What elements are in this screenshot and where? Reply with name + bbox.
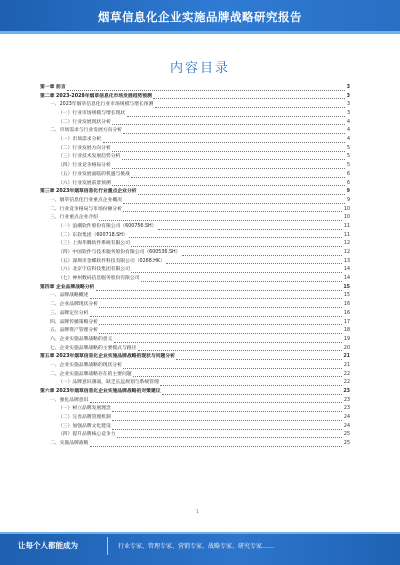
toc-leader-dots (160, 385, 342, 386)
toc-entry-page: 4 (346, 128, 350, 134)
toc-leader-dots (123, 203, 345, 204)
toc-entry-page: 11 (343, 232, 350, 238)
toc-entry-page: 6 (346, 171, 350, 177)
toc-entry-page: 5 (346, 154, 350, 160)
toc-entry-title: （一）行业市场规模与增长现状 (58, 111, 126, 117)
toc-entry[interactable] (40, 432, 350, 441)
toc-entry-page: 19 (343, 336, 350, 342)
toc-leader-dots (90, 298, 343, 299)
toc-entry[interactable] (40, 301, 350, 310)
toc-entry-page: 5 (346, 163, 350, 169)
toc-entry[interactable] (40, 214, 350, 223)
toc-entry-page: 3 (346, 111, 350, 117)
toc-leader-dots (99, 307, 342, 308)
toc-entry-page: 6 (346, 180, 350, 186)
toc-entry-page: 15 (343, 293, 350, 299)
toc-leader-dots (114, 342, 343, 343)
toc-entry-title: （一）浪潮软件股份有限公司（600756.SH） (58, 223, 157, 229)
toc-entry-title: （一）市场需求分析 (58, 137, 102, 143)
toc-entry[interactable] (40, 101, 350, 110)
toc-entry-page: 4 (346, 119, 350, 125)
toc-entry-page: 10 (343, 206, 350, 212)
toc-entry-page: 25 (343, 441, 350, 447)
toc-leader-dots (90, 402, 343, 403)
table-of-contents (40, 84, 350, 449)
toc-entry[interactable] (40, 414, 350, 423)
toc-leader-dots (138, 350, 343, 351)
toc-leader-dots (67, 90, 345, 91)
toc-entry[interactable] (40, 206, 350, 215)
toc-entry-page: 10 (343, 215, 350, 221)
toc-entry-title: 二、行业竞争格局与市场份额分析 (50, 206, 122, 212)
toc-entry[interactable] (40, 293, 350, 302)
toc-entry-title: 二、企业品牌现状分析 (50, 302, 98, 308)
toc-entry[interactable] (40, 440, 350, 449)
footer-experts: 行业专家、管理专家、营销专家、战略专家、研究专家…… (118, 543, 275, 550)
toc-entry[interactable] (40, 258, 350, 267)
page-number: 1 (196, 510, 199, 515)
toc-entry-page: 5 (346, 145, 350, 151)
toc-entry[interactable] (40, 84, 350, 93)
toc-entry[interactable] (40, 397, 350, 406)
toc-entry-title: （二）完善品牌管理机制 (58, 415, 111, 421)
toc-entry-title: （五）行业发展面临的机遇与挑战 (58, 171, 130, 177)
toc-entry[interactable] (40, 110, 350, 119)
toc-entry-title: （三）行业技术发展趋势分析 (58, 154, 121, 160)
toc-leader-dots (112, 420, 342, 421)
toc-leader-dots (129, 237, 342, 238)
toc-leader-dots (153, 98, 345, 99)
toc-entry-page: 23 (343, 406, 350, 412)
toc-entry[interactable] (40, 119, 350, 128)
toc-entry-page: 13 (343, 258, 350, 264)
toc-entry-page: 14 (343, 267, 350, 273)
toc-entry[interactable] (40, 93, 350, 102)
toc-leader-dots (96, 290, 342, 291)
toc-leader-dots (127, 116, 346, 117)
toc-entry-title: （一）品牌意识薄弱，缺乏长远规划与系统管理 (58, 380, 159, 386)
toc-entry[interactable] (40, 275, 350, 284)
toc-leader-dots (123, 368, 342, 369)
toc-leader-dots (112, 429, 342, 430)
toc-entry[interactable] (40, 180, 350, 189)
toc-entry-title: 四、品牌传播策略分析 (50, 319, 98, 325)
toc-entry-page: 12 (343, 250, 350, 256)
toc-leader-dots (182, 255, 342, 256)
toc-leader-dots (112, 124, 345, 125)
toc-entry[interactable] (40, 353, 350, 362)
toc-entry-page: 9 (346, 189, 350, 195)
toc-entry-title: （三）上海华腾软件系统有限公司 (58, 241, 130, 247)
toc-entry-title: （二）行业发展方向分析 (58, 145, 111, 151)
toc-leader-dots (158, 229, 342, 230)
toc-entry-page: 12 (343, 241, 350, 247)
toc-entry[interactable] (40, 345, 350, 354)
toc-leader-dots (131, 246, 342, 247)
toc-entry-page: 16 (343, 302, 350, 308)
toc-entry-title: 第二章 2023-2028年烟草信息化市场发展趋势预测 (40, 93, 152, 99)
toc-entry[interactable] (40, 197, 350, 206)
toc-entry-title: 三、品牌定位分析 (50, 310, 89, 316)
toc-entry[interactable] (40, 284, 350, 293)
toc-entry-page: 17 (343, 319, 350, 325)
toc-entry[interactable] (40, 423, 350, 432)
toc-entry-page: 4 (346, 137, 350, 143)
toc-leader-dots (131, 177, 345, 178)
toc-entry-title: 一、品牌战略概述 (50, 293, 89, 299)
toc-leader-dots (123, 211, 342, 212)
toc-leader-dots (138, 194, 345, 195)
toc-leader-dots (131, 272, 342, 273)
toc-entry-title: （三）加强品牌文化建设 (58, 423, 111, 429)
toc-entry-page: 14 (343, 276, 350, 282)
toc-entry-page: 3 (346, 102, 350, 108)
toc-entry-title: 六、企业实施品牌战略的意义 (50, 336, 113, 342)
toc-leader-dots (133, 376, 342, 377)
toc-entry-page: 21 (343, 362, 350, 368)
toc-entry[interactable] (40, 127, 350, 136)
toc-entry-page: 20 (343, 345, 350, 351)
toc-entry-title: 一、强化品牌意识 (50, 397, 89, 403)
toc-entry-title: （二）东软集团（600718.SH） (58, 232, 128, 238)
toc-entry-page: 21 (343, 354, 350, 360)
toc-entry[interactable] (40, 249, 350, 258)
toc-leader-dots (141, 281, 342, 282)
toc-entry-page: 16 (343, 310, 350, 316)
toc-entry-title: （四）中国软件与技术服务股份有限公司（600536.SH） (58, 250, 181, 256)
toc-entry[interactable] (40, 371, 350, 380)
toc-leader-dots (112, 168, 345, 169)
toc-leader-dots (162, 394, 342, 395)
toc-leader-dots (99, 333, 342, 334)
toc-leader-dots (112, 411, 342, 412)
toc-entry-title: 二、实施品牌战略 (50, 441, 89, 447)
toc-leader-dots (176, 359, 341, 360)
toc-entry[interactable] (40, 319, 350, 328)
toc-leader-dots (90, 446, 343, 447)
toc-entry-page: 22 (343, 371, 350, 377)
toc-entry[interactable] (40, 223, 350, 232)
footer-tagline: 让每个人都能成为 (18, 541, 78, 550)
toc-entry[interactable] (40, 145, 350, 154)
toc-entry-title: 第六章 2023年烟草信息化企业实施品牌战略的对策建议 (40, 389, 161, 395)
toc-entry-title: 五、品牌资产管理分析 (50, 328, 98, 334)
toc-entry-page: 24 (343, 415, 350, 421)
toc-leader-dots (99, 220, 342, 221)
toc-heading: 内容目录 (169, 61, 230, 76)
toc-entry-page: 18 (343, 328, 350, 334)
toc-leader-dots (117, 437, 342, 438)
toc-entry-title: （六）北京宇信科技集团有限公司 (58, 267, 130, 273)
toc-leader-dots (166, 263, 342, 264)
toc-entry-title: 一、企业实施品牌战略的现状分析 (50, 362, 122, 368)
toc-entry-title: 第四章 企业品牌战略分析 (40, 284, 95, 290)
toc-entry-title: （七）神州数码信息服务股份有限公司 (58, 276, 140, 282)
toc-entry-title: 二、市场需求与行业发展方向分析 (50, 128, 122, 134)
toc-entry[interactable] (40, 310, 350, 319)
toc-entry-title: （四）行业竞争格局分析 (58, 163, 111, 169)
toc-leader-dots (112, 185, 345, 186)
toc-entry[interactable] (40, 327, 350, 336)
toc-entry-title: （一）树立品牌发展理念 (58, 406, 111, 412)
toc-entry[interactable] (40, 136, 350, 145)
toc-entry[interactable] (40, 379, 350, 388)
toc-entry[interactable] (40, 240, 350, 249)
toc-entry-title: （四）提升品牌核心竞争力 (58, 432, 116, 438)
toc-entry[interactable] (40, 362, 350, 371)
toc-entry-title: 第一章 前言 (40, 84, 66, 90)
toc-entry[interactable] (40, 232, 350, 241)
toc-entry[interactable] (40, 171, 350, 180)
toc-entry-page: 3 (346, 93, 350, 99)
toc-entry-page: 11 (343, 223, 350, 229)
toc-entry-title: 一、2023年烟草信息化行业市场规模与增长预测 (50, 102, 154, 108)
report-title: 烟草信息化企业实施品牌战略研究报告 (98, 10, 302, 24)
toc-leader-dots (155, 107, 346, 108)
toc-entry[interactable] (40, 388, 350, 397)
toc-entry-title: （五）深圳市金蝶软件科技有限公司（0268.HK） (58, 258, 165, 264)
toc-entry-title: 第五章 2023年烟草信息化企业实施品牌战略的现状与问题分析 (40, 354, 175, 360)
toc-entry-page: 23 (343, 389, 350, 395)
toc-entry-title: 七、企业实施品牌战略的主要模式与路径 (50, 345, 137, 351)
toc-entry[interactable] (40, 162, 350, 171)
toc-entry[interactable] (40, 154, 350, 163)
toc-entry-page: 23 (343, 397, 350, 403)
toc-entry[interactable] (40, 188, 350, 197)
toc-entry-page: 24 (343, 423, 350, 429)
toc-leader-dots (123, 133, 345, 134)
toc-entry-title: 一、烟草信息化行业重点企业概况 (50, 197, 122, 203)
toc-leader-dots (112, 151, 345, 152)
footer-divider (107, 537, 108, 555)
toc-entry-page: 22 (343, 380, 350, 386)
toc-leader-dots (122, 159, 346, 160)
toc-leader-dots (99, 324, 342, 325)
toc-entry-title: （六）行业发展前景预测 (58, 180, 111, 186)
toc-entry-page: 15 (343, 284, 350, 290)
toc-leader-dots (90, 316, 343, 317)
toc-entry-title: 三、行业重点企业介绍 (50, 215, 98, 221)
toc-entry[interactable] (40, 266, 350, 275)
toc-entry-title: 二、企业实施品牌战略存在的主要问题 (50, 371, 132, 377)
toc-entry[interactable] (40, 336, 350, 345)
toc-entry-page: 9 (346, 197, 350, 203)
toc-entry-page: 25 (343, 432, 350, 438)
toc-entry-title: 第三章 2023年烟草信息化行业重点企业分析 (40, 189, 137, 195)
toc-leader-dots (103, 142, 346, 143)
toc-entry[interactable] (40, 405, 350, 414)
toc-entry-page: 3 (346, 84, 350, 90)
toc-entry-title: （二）行业发展现状分析 (58, 119, 111, 125)
